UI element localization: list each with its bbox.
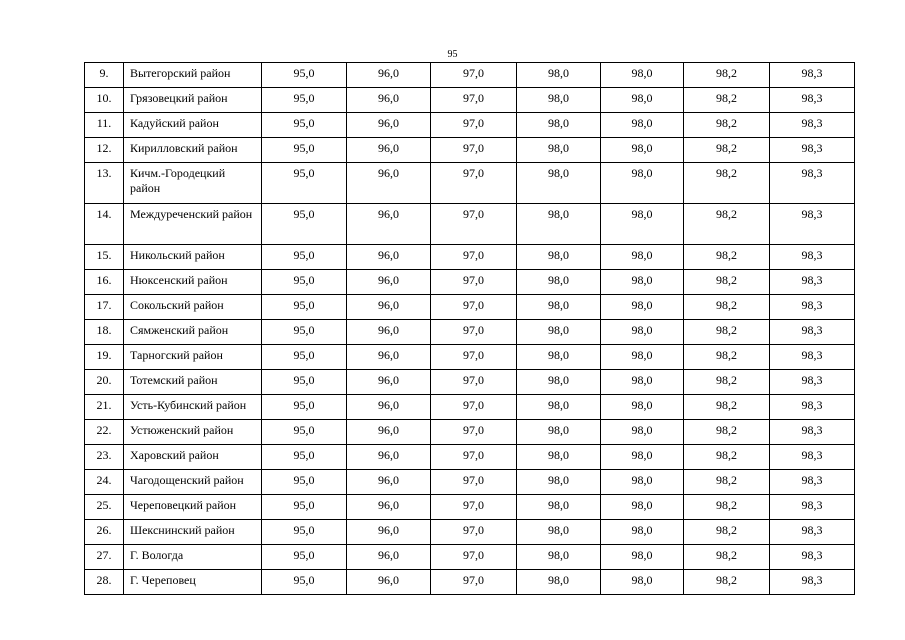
value-cell-7: 98,3 <box>770 495 855 520</box>
value-cell-2: 96,0 <box>347 370 431 395</box>
district-name: Грязовецкий район <box>124 88 262 113</box>
value-cell-5: 98,0 <box>601 88 684 113</box>
value-cell-3: 97,0 <box>431 204 517 245</box>
value-cell-5: 98,0 <box>601 570 684 595</box>
value-cell-4: 98,0 <box>517 113 601 138</box>
value-cell-2: 96,0 <box>347 88 431 113</box>
row-number: 15. <box>85 245 124 270</box>
district-name: Шекснинский район <box>124 520 262 545</box>
value-cell-5: 98,0 <box>601 295 684 320</box>
row-number: 10. <box>85 88 124 113</box>
value-cell-7: 98,3 <box>770 545 855 570</box>
value-cell-3: 97,0 <box>431 245 517 270</box>
value-cell-4: 98,0 <box>517 545 601 570</box>
value-cell-3: 97,0 <box>431 295 517 320</box>
value-cell-2: 96,0 <box>347 270 431 295</box>
value-cell-4: 98,0 <box>517 138 601 163</box>
value-cell-2: 96,0 <box>347 320 431 345</box>
value-cell-2: 96,0 <box>347 545 431 570</box>
value-cell-2: 96,0 <box>347 395 431 420</box>
district-name: Нюксенский район <box>124 270 262 295</box>
value-cell-5: 98,0 <box>601 420 684 445</box>
row-number: 14. <box>85 204 124 245</box>
table-row <box>85 445 855 470</box>
value-cell-5: 98,0 <box>601 63 684 88</box>
row-number: 26. <box>85 520 124 545</box>
row-number: 12. <box>85 138 124 163</box>
value-cell-5: 98,0 <box>601 245 684 270</box>
value-cell-1: 95,0 <box>262 545 347 570</box>
row-number: 17. <box>85 295 124 320</box>
table-row <box>85 163 855 204</box>
district-name: Тарногский район <box>124 345 262 370</box>
value-cell-4: 98,0 <box>517 370 601 395</box>
value-cell-4: 98,0 <box>517 204 601 245</box>
value-cell-7: 98,3 <box>770 163 855 204</box>
table-row <box>85 63 855 88</box>
value-cell-2: 96,0 <box>347 345 431 370</box>
value-cell-3: 97,0 <box>431 445 517 470</box>
value-cell-7: 98,3 <box>770 113 855 138</box>
value-cell-2: 96,0 <box>347 420 431 445</box>
value-cell-2: 96,0 <box>347 113 431 138</box>
value-cell-6: 98,2 <box>684 320 770 345</box>
value-cell-4: 98,0 <box>517 270 601 295</box>
table-row <box>85 495 855 520</box>
value-cell-2: 96,0 <box>347 204 431 245</box>
value-cell-4: 98,0 <box>517 395 601 420</box>
value-cell-6: 98,2 <box>684 245 770 270</box>
table-row <box>85 420 855 445</box>
value-cell-4: 98,0 <box>517 520 601 545</box>
data-table <box>84 62 855 595</box>
table-row <box>85 88 855 113</box>
value-cell-6: 98,2 <box>684 88 770 113</box>
value-cell-3: 97,0 <box>431 495 517 520</box>
value-cell-4: 98,0 <box>517 495 601 520</box>
value-cell-3: 97,0 <box>431 63 517 88</box>
table-row <box>85 295 855 320</box>
value-cell-2: 96,0 <box>347 570 431 595</box>
value-cell-7: 98,3 <box>770 420 855 445</box>
row-number: 9. <box>85 63 124 88</box>
value-cell-3: 97,0 <box>431 163 517 204</box>
value-cell-1: 95,0 <box>262 113 347 138</box>
row-number: 11. <box>85 113 124 138</box>
table-row <box>85 270 855 295</box>
value-cell-6: 98,2 <box>684 270 770 295</box>
value-cell-2: 96,0 <box>347 245 431 270</box>
value-cell-2: 96,0 <box>347 495 431 520</box>
value-cell-1: 95,0 <box>262 204 347 245</box>
district-name: Кирилловский район <box>124 138 262 163</box>
value-cell-6: 98,2 <box>684 204 770 245</box>
value-cell-4: 98,0 <box>517 295 601 320</box>
row-number: 20. <box>85 370 124 395</box>
table-row <box>85 545 855 570</box>
value-cell-4: 98,0 <box>517 445 601 470</box>
table-row <box>85 520 855 545</box>
district-name: Г. Череповец <box>124 570 262 595</box>
value-cell-3: 97,0 <box>431 570 517 595</box>
value-cell-2: 96,0 <box>347 138 431 163</box>
table-row <box>85 570 855 595</box>
value-cell-7: 98,3 <box>770 63 855 88</box>
row-number: 23. <box>85 445 124 470</box>
district-name: Устюженский район <box>124 420 262 445</box>
value-cell-2: 96,0 <box>347 163 431 204</box>
value-cell-1: 95,0 <box>262 245 347 270</box>
value-cell-7: 98,3 <box>770 520 855 545</box>
value-cell-2: 96,0 <box>347 470 431 495</box>
district-name: Вытегорский район <box>124 63 262 88</box>
value-cell-1: 95,0 <box>262 395 347 420</box>
value-cell-5: 98,0 <box>601 495 684 520</box>
value-cell-1: 95,0 <box>262 370 347 395</box>
value-cell-4: 98,0 <box>517 570 601 595</box>
value-cell-7: 98,3 <box>770 445 855 470</box>
value-cell-1: 95,0 <box>262 138 347 163</box>
value-cell-7: 98,3 <box>770 345 855 370</box>
district-name: Кадуйский район <box>124 113 262 138</box>
value-cell-4: 98,0 <box>517 63 601 88</box>
value-cell-3: 97,0 <box>431 270 517 295</box>
value-cell-6: 98,2 <box>684 138 770 163</box>
row-number: 18. <box>85 320 124 345</box>
district-name: Харовский район <box>124 445 262 470</box>
value-cell-3: 97,0 <box>431 88 517 113</box>
value-cell-7: 98,3 <box>770 570 855 595</box>
table-row <box>85 470 855 495</box>
district-name: Кичм.-Городецкий район <box>124 163 262 204</box>
value-cell-4: 98,0 <box>517 345 601 370</box>
value-cell-6: 98,2 <box>684 545 770 570</box>
row-number: 19. <box>85 345 124 370</box>
value-cell-3: 97,0 <box>431 113 517 138</box>
value-cell-4: 98,0 <box>517 245 601 270</box>
value-cell-6: 98,2 <box>684 470 770 495</box>
value-cell-6: 98,2 <box>684 63 770 88</box>
value-cell-1: 95,0 <box>262 163 347 204</box>
district-name: Г. Вологда <box>124 545 262 570</box>
row-number: 21. <box>85 395 124 420</box>
row-number: 28. <box>85 570 124 595</box>
value-cell-6: 98,2 <box>684 395 770 420</box>
value-cell-5: 98,0 <box>601 270 684 295</box>
district-name: Тотемский район <box>124 370 262 395</box>
value-cell-4: 98,0 <box>517 420 601 445</box>
value-cell-4: 98,0 <box>517 320 601 345</box>
value-cell-1: 95,0 <box>262 495 347 520</box>
value-cell-5: 98,0 <box>601 163 684 204</box>
value-cell-2: 96,0 <box>347 295 431 320</box>
value-cell-5: 98,0 <box>601 320 684 345</box>
value-cell-1: 95,0 <box>262 63 347 88</box>
table-body <box>85 63 855 595</box>
value-cell-5: 98,0 <box>601 520 684 545</box>
value-cell-3: 97,0 <box>431 470 517 495</box>
table-row <box>85 320 855 345</box>
value-cell-7: 98,3 <box>770 270 855 295</box>
value-cell-3: 97,0 <box>431 320 517 345</box>
row-number: 16. <box>85 270 124 295</box>
value-cell-3: 97,0 <box>431 345 517 370</box>
row-number: 25. <box>85 495 124 520</box>
value-cell-7: 98,3 <box>770 138 855 163</box>
value-cell-6: 98,2 <box>684 295 770 320</box>
table-row <box>85 345 855 370</box>
row-number: 24. <box>85 470 124 495</box>
value-cell-6: 98,2 <box>684 520 770 545</box>
value-cell-6: 98,2 <box>684 570 770 595</box>
value-cell-6: 98,2 <box>684 113 770 138</box>
row-number: 27. <box>85 545 124 570</box>
value-cell-5: 98,0 <box>601 113 684 138</box>
value-cell-6: 98,2 <box>684 345 770 370</box>
value-cell-1: 95,0 <box>262 345 347 370</box>
value-cell-1: 95,0 <box>262 420 347 445</box>
value-cell-4: 98,0 <box>517 163 601 204</box>
table-row <box>85 113 855 138</box>
value-cell-1: 95,0 <box>262 570 347 595</box>
value-cell-4: 98,0 <box>517 470 601 495</box>
value-cell-5: 98,0 <box>601 395 684 420</box>
value-cell-1: 95,0 <box>262 295 347 320</box>
row-number: 22. <box>85 420 124 445</box>
table-row <box>85 395 855 420</box>
value-cell-5: 98,0 <box>601 345 684 370</box>
value-cell-4: 98,0 <box>517 88 601 113</box>
value-cell-7: 98,3 <box>770 320 855 345</box>
value-cell-3: 97,0 <box>431 420 517 445</box>
value-cell-1: 95,0 <box>262 520 347 545</box>
value-cell-7: 98,3 <box>770 370 855 395</box>
district-name: Сямженский район <box>124 320 262 345</box>
value-cell-5: 98,0 <box>601 545 684 570</box>
district-name: Междуреченский район <box>124 204 262 245</box>
district-name: Череповецкий район <box>124 495 262 520</box>
value-cell-5: 98,0 <box>601 370 684 395</box>
table-row <box>85 245 855 270</box>
row-number: 13. <box>85 163 124 204</box>
value-cell-7: 98,3 <box>770 88 855 113</box>
table-row <box>85 138 855 163</box>
value-cell-7: 98,3 <box>770 395 855 420</box>
district-name: Чагодощенский район <box>124 470 262 495</box>
value-cell-6: 98,2 <box>684 370 770 395</box>
value-cell-3: 97,0 <box>431 545 517 570</box>
value-cell-7: 98,3 <box>770 245 855 270</box>
value-cell-1: 95,0 <box>262 88 347 113</box>
value-cell-1: 95,0 <box>262 445 347 470</box>
table-row <box>85 204 855 245</box>
value-cell-6: 98,2 <box>684 420 770 445</box>
value-cell-3: 97,0 <box>431 520 517 545</box>
value-cell-6: 98,2 <box>684 163 770 204</box>
table-row <box>85 370 855 395</box>
value-cell-3: 97,0 <box>431 138 517 163</box>
value-cell-6: 98,2 <box>684 445 770 470</box>
value-cell-7: 98,3 <box>770 470 855 495</box>
value-cell-2: 96,0 <box>347 520 431 545</box>
value-cell-2: 96,0 <box>347 63 431 88</box>
value-cell-5: 98,0 <box>601 138 684 163</box>
value-cell-3: 97,0 <box>431 395 517 420</box>
value-cell-1: 95,0 <box>262 320 347 345</box>
district-name: Сокольский район <box>124 295 262 320</box>
district-name: Никольский район <box>124 245 262 270</box>
value-cell-7: 98,3 <box>770 204 855 245</box>
value-cell-3: 97,0 <box>431 370 517 395</box>
value-cell-5: 98,0 <box>601 204 684 245</box>
value-cell-5: 98,0 <box>601 445 684 470</box>
value-cell-5: 98,0 <box>601 470 684 495</box>
page-number: 95 <box>447 49 458 60</box>
value-cell-6: 98,2 <box>684 495 770 520</box>
value-cell-1: 95,0 <box>262 270 347 295</box>
value-cell-7: 98,3 <box>770 295 855 320</box>
value-cell-2: 96,0 <box>347 445 431 470</box>
district-name: Усть-Кубинский район <box>124 395 262 420</box>
value-cell-1: 95,0 <box>262 470 347 495</box>
